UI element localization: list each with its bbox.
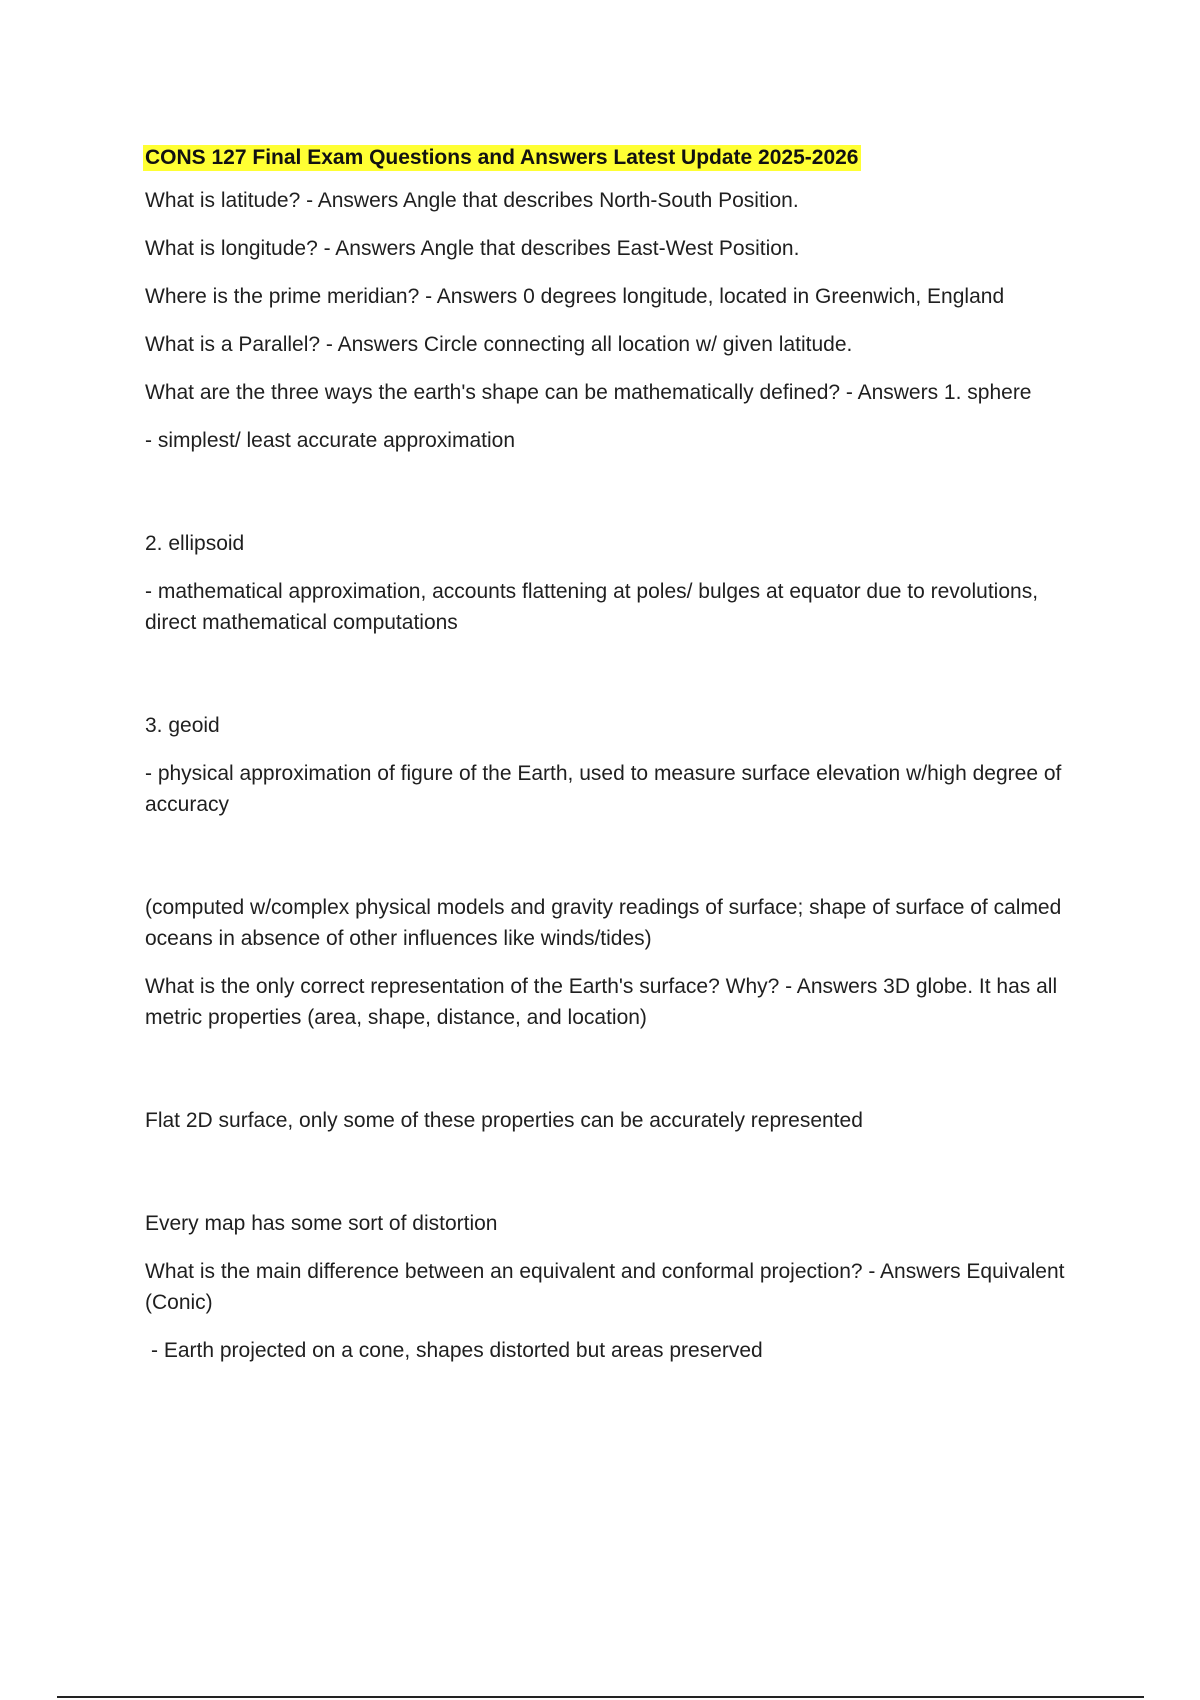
qa-projection-difference: What is the main difference between an equivalent and conformal projection? - Answers Equivalent (Conic) xyxy=(145,1260,1065,1314)
flat-surface-note: Flat 2D surface, only some of these properties can be accurately represented xyxy=(145,1109,863,1132)
ellipsoid-heading: 2. ellipsoid xyxy=(145,532,245,555)
page-bottom-rule xyxy=(57,1696,1144,1698)
document-title: CONS 127 Final Exam Questions and Answers Latest Update 2025-2026 xyxy=(145,146,859,169)
qa-correct-representation: What is the only correct representation of the Earth's surface? Why? - Answers 3D globe. It has all metric properties (area, shape, distance, and location) xyxy=(145,975,1058,1029)
qa-parallel: What is a Parallel? - Answers Circle connecting all location w/ given latitude. xyxy=(145,333,853,356)
qa-latitude: What is latitude? - Answers Angle that describes North-South Position. xyxy=(145,189,799,212)
qa-prime-meridian: Where is the prime meridian? - Answers 0 degrees longitude, located in Greenwich, England xyxy=(145,285,1005,308)
geoid-heading: 3. geoid xyxy=(145,714,220,737)
geoid-note: (computed w/complex physical models and gravity readings of surface; shape of surface of calmed oceans in absence of other influences like winds/tides) xyxy=(145,896,1062,950)
document-body xyxy=(145,142,1090,1366)
qa-longitude: What is longitude? - Answers Angle that describes East-West Position. xyxy=(145,237,800,260)
conic-detail: - Earth projected on a cone, shapes distorted but areas preserved xyxy=(151,1339,763,1362)
ellipsoid-detail: - mathematical approximation, accounts flattening at poles/ bulges at equator due to revolutions, direct mathematical computations xyxy=(145,580,1039,634)
sphere-detail: - simplest/ least accurate approximation xyxy=(145,429,515,452)
qa-earth-shape: What are the three ways the earth's shape can be mathematically defined? - Answers 1. sphere xyxy=(145,381,1032,404)
geoid-detail: - physical approximation of figure of the Earth, used to measure surface elevation w/high degree of accuracy xyxy=(145,762,1062,816)
distortion-note: Every map has some sort of distortion xyxy=(145,1212,498,1235)
